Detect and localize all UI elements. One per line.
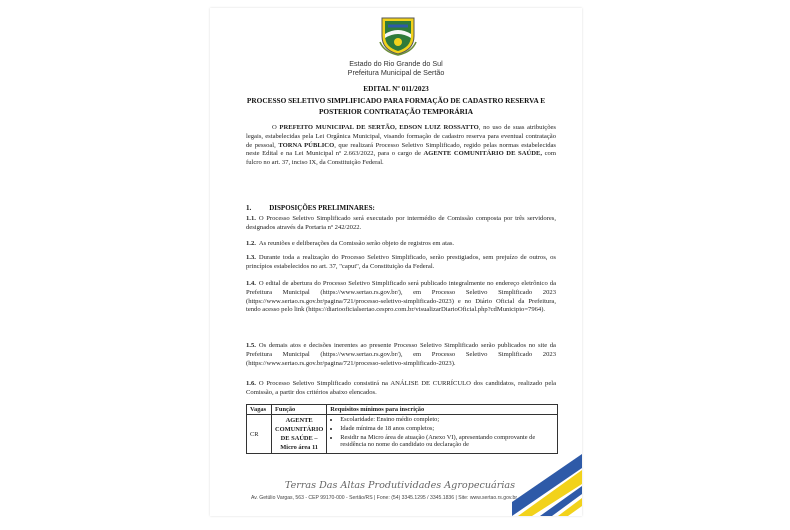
municipal-crest-icon [376,12,420,56]
title-line-2: POSTERIOR CONTRATAÇÃO TEMPORÁRIA [318,107,474,116]
title-line-1: PROCESSO SELETIVO SIMPLIFICADO PARA FORMAÇÃO DE CADASTRO RESERVA E [246,96,546,105]
intro-paragraph: O PREFEITO MUNICIPAL DE SERTÃO, EDSON LUIZ ROSSATTO, no uso de suas atribuições legais, estabelecidas pela Lei Orgânica Municipal, visando formação de cadastro reserva para eventual contratação de pessoal, TORNA PÚBLICO, que realizará Processo Seletivo Simplificado, regido pelas normas estabelecidas neste Edital e na Lei Municipal nº 2.663/2022, para o cargo de AGENTE COMUNITÁRIO DE SAÚDE, com fulcro no art. 37, inciso IX, da Constituição Federal. [246,124,556,167]
edital-number: EDITAL Nº 011/2023 [363,84,429,93]
item-1-2: 1.2. As reuniões e deliberações da Comissão serão objeto de registros em atas. [246,240,455,247]
mayor-name: PREFEITO MUNICIPAL DE SERTÃO, EDSON LUIZ ROSSATTO [279,124,479,131]
header-funcao: Função [272,405,327,415]
table-row [247,415,558,454]
header-requisitos: Requisitos mínimos para inscrição [327,405,558,415]
item-1-1: 1.1. O Processo Seletivo Simplificado será executado por intermédio de Comissão composta por três servidores, designados através da Portaria nº 242/2022. [246,215,556,231]
header-prefeitura: Prefeitura Municipal de Sertão [347,68,445,77]
item-1-3: 1.3. Durante toda a realização do Processo Seletivo Simplificado, serão prestigiados, sem prejuízo de outros, os princípios estabelecidos no art. 37, "caput", da Constituição da Federal. [246,254,556,270]
header-vagas: Vagas [247,405,272,415]
requisito-item: • Residir na Micro área de atuação (Anexo VI), apresentando comprovante de residência no nome do candidato ou declaração de [340,434,554,448]
item-1-5: 1.5. Os demais atos e decisões inerentes ao presente Processo Seletivo Simplificado serão publicados no site da Prefeitura Municipal (https://www.sertao.rs.gov.br/), em Processo Seletivo Simplificado 2023 (https://www.sertao.rs.gov.br/pagina/721/processo-seletivo-simplificado-2023). [246,342,556,367]
header-state: Estado do Rio Grande do Sul [349,59,443,68]
footer-address: Av. Getúlio Vargas, 563 - CEP 99170-000 - Sertão/RS | Fone: (54) 3345.1295 / 3345.1836 | Site: www.sertao.rs.gov.br [250,495,518,501]
cargo-name: AGENTE COMUNITÁRIO DE SAÚDE, [423,150,543,158]
torna-publico: TORNA PÚBLICO [278,141,335,149]
table-header-row [247,405,558,415]
vagas-cell: CR [247,415,272,454]
section-1-title: 1. DISPOSIÇÕES PRELIMINARES: [246,204,375,212]
corner-stripes-decoration [512,454,582,516]
requisito-item: • Escolaridade: Ensino médio completo; [340,416,554,423]
item-1-4: 1.4. O edital de abertura do Processo Seletivo Simplificado será publicado integralmente no endereço eletrônico da Prefeitura Municipal (https://www.sertao.rs.gov.br/), em Processo Seletivo Simplificado 2023 (https://www.sertao.rs.gov.br/pagina/721/processo-seletivo-simplificado-2023) e no Diário Oficial da Prefeitura, tendo acesso pelo link (https://diariooficialsertao.cespro.com.br/visualizarDiarioOficial.php?cdMunicipio=7964). [246,280,556,314]
requisito-item: • Idade mínima de 18 anos completos; [340,425,554,432]
requisitos-cell [327,415,558,454]
slogan: Terras Das Altas Produtividades Agropecuárias [284,480,516,491]
document-page [210,8,582,516]
funcao-cell: AGENTE COMUNITÁRIO DE SAÚDE – Micro área 11 [272,415,327,454]
item-1-6: 1.6. O Processo Seletivo Simplificado consistirá na ANÁLISE DE CURRÍCULO dos candidatos, realizado pela Comissão, a partir dos critérios abaixo elencados. [246,380,556,396]
requirements-table [246,404,558,454]
